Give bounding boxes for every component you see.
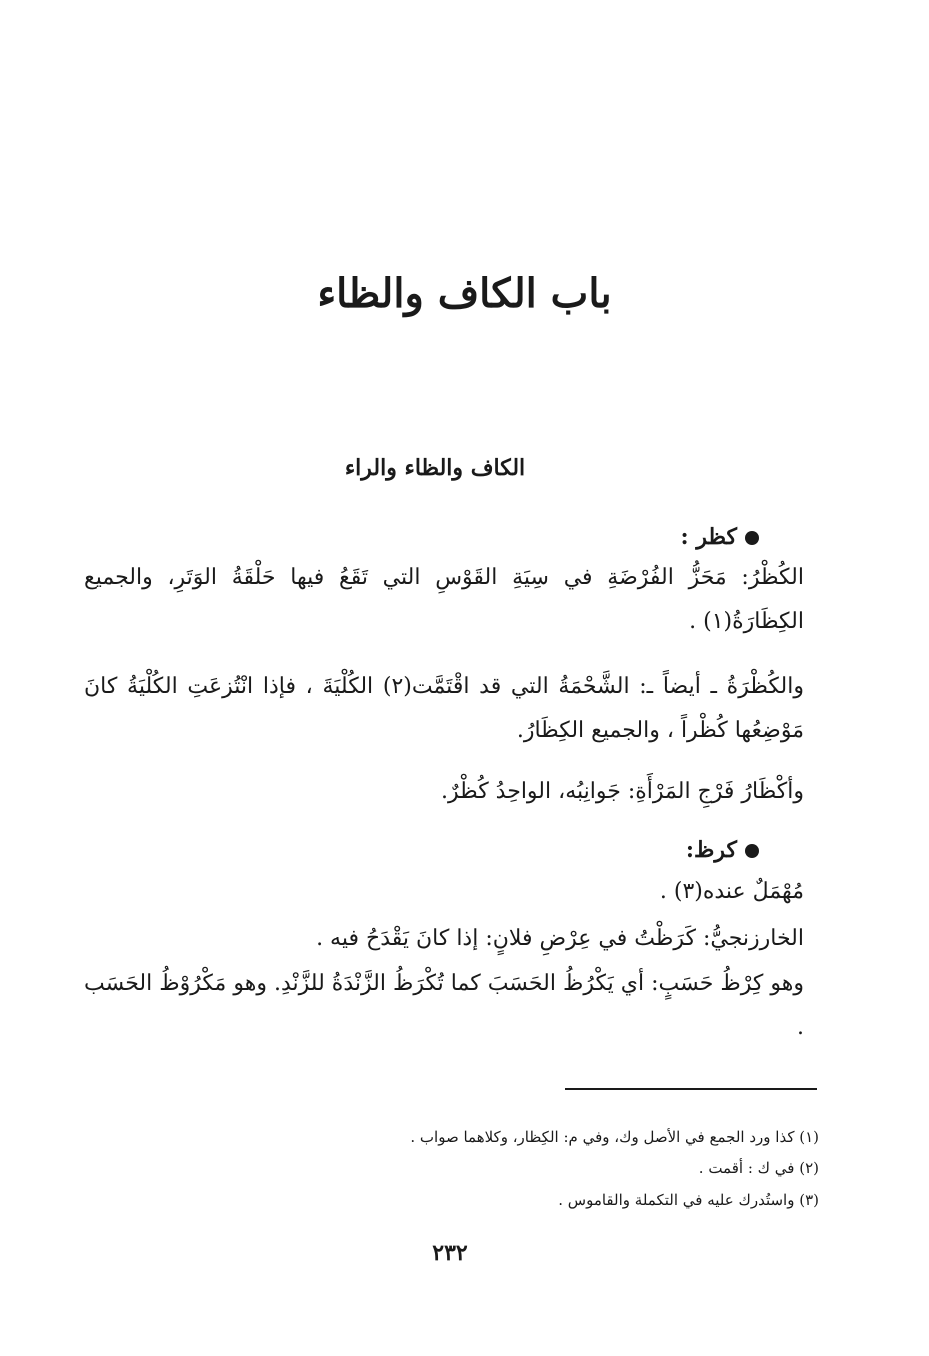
root-label: كرظ: [685, 837, 737, 863]
definition-paragraph: الخارزنجيُّ: كَرَظْتُ في عِرْضِ فلانٍ: إذا كانَ يَقْدَحُ فيه . [316, 926, 804, 951]
definition-paragraph: وأكْظَارُ فَرْجِ المَرْأَةِ: جَوانِبُه، الواحِدُ كُظْرٌ. [441, 779, 804, 804]
page-number: ٢٣٢ [432, 1240, 468, 1266]
root-heading-krz [59, 828, 759, 873]
footnote-divider [565, 1088, 817, 1090]
section-title: الكاف والظاء والراء [344, 455, 526, 481]
definition-paragraph: وهو كِرْظُ حَسَبٍ: أي يَكْرُظُ الحَسَبَ كما تُكْرَظُ الزَّنْدَةُ للزَّنْدِ. وهو مَكْرُوْظُ الحَسَب . [84, 971, 804, 1040]
footnote: (٣) واستُدرك عليه في التكملة والقاموس . [558, 1191, 819, 1209]
definition-paragraph: والكُظْرَةُ ـ أيضاً ـ: الشَّحْمَةُ التي قد اقْتَمَّت(٢) الكُلْيَةَ ، فإذا انْتُزعَتِ الكُلْيَةُ كانَ مَوْضِعُها كُظْراً ، والجميع الكِظَارُ. [84, 674, 804, 743]
definition-paragraph: الكُظْرُ: مَحَزُّ الفُرْضَةِ في سِيَةِ القَوْسِ التي تَقَعُ فيها حَلْقَةُ الوَتَرِ، والجميع الكِظَارَةُ(١) . [84, 565, 804, 634]
bullet-icon [745, 844, 759, 858]
root-heading-kzr [59, 515, 759, 560]
chapter-title: باب الكاف والظاء [317, 270, 612, 317]
bullet-icon [745, 531, 759, 545]
footnote: (٢) في ك : أقمت . [698, 1159, 819, 1177]
root-label: كظر : [680, 524, 737, 550]
definition-paragraph: مُهْمَلٌ عنده(٣) . [659, 879, 804, 904]
footnote: (١) كذا ورد الجمع في الأصل وك، وفي م: الكِظار، وكلاهما صواب . [410, 1128, 819, 1146]
